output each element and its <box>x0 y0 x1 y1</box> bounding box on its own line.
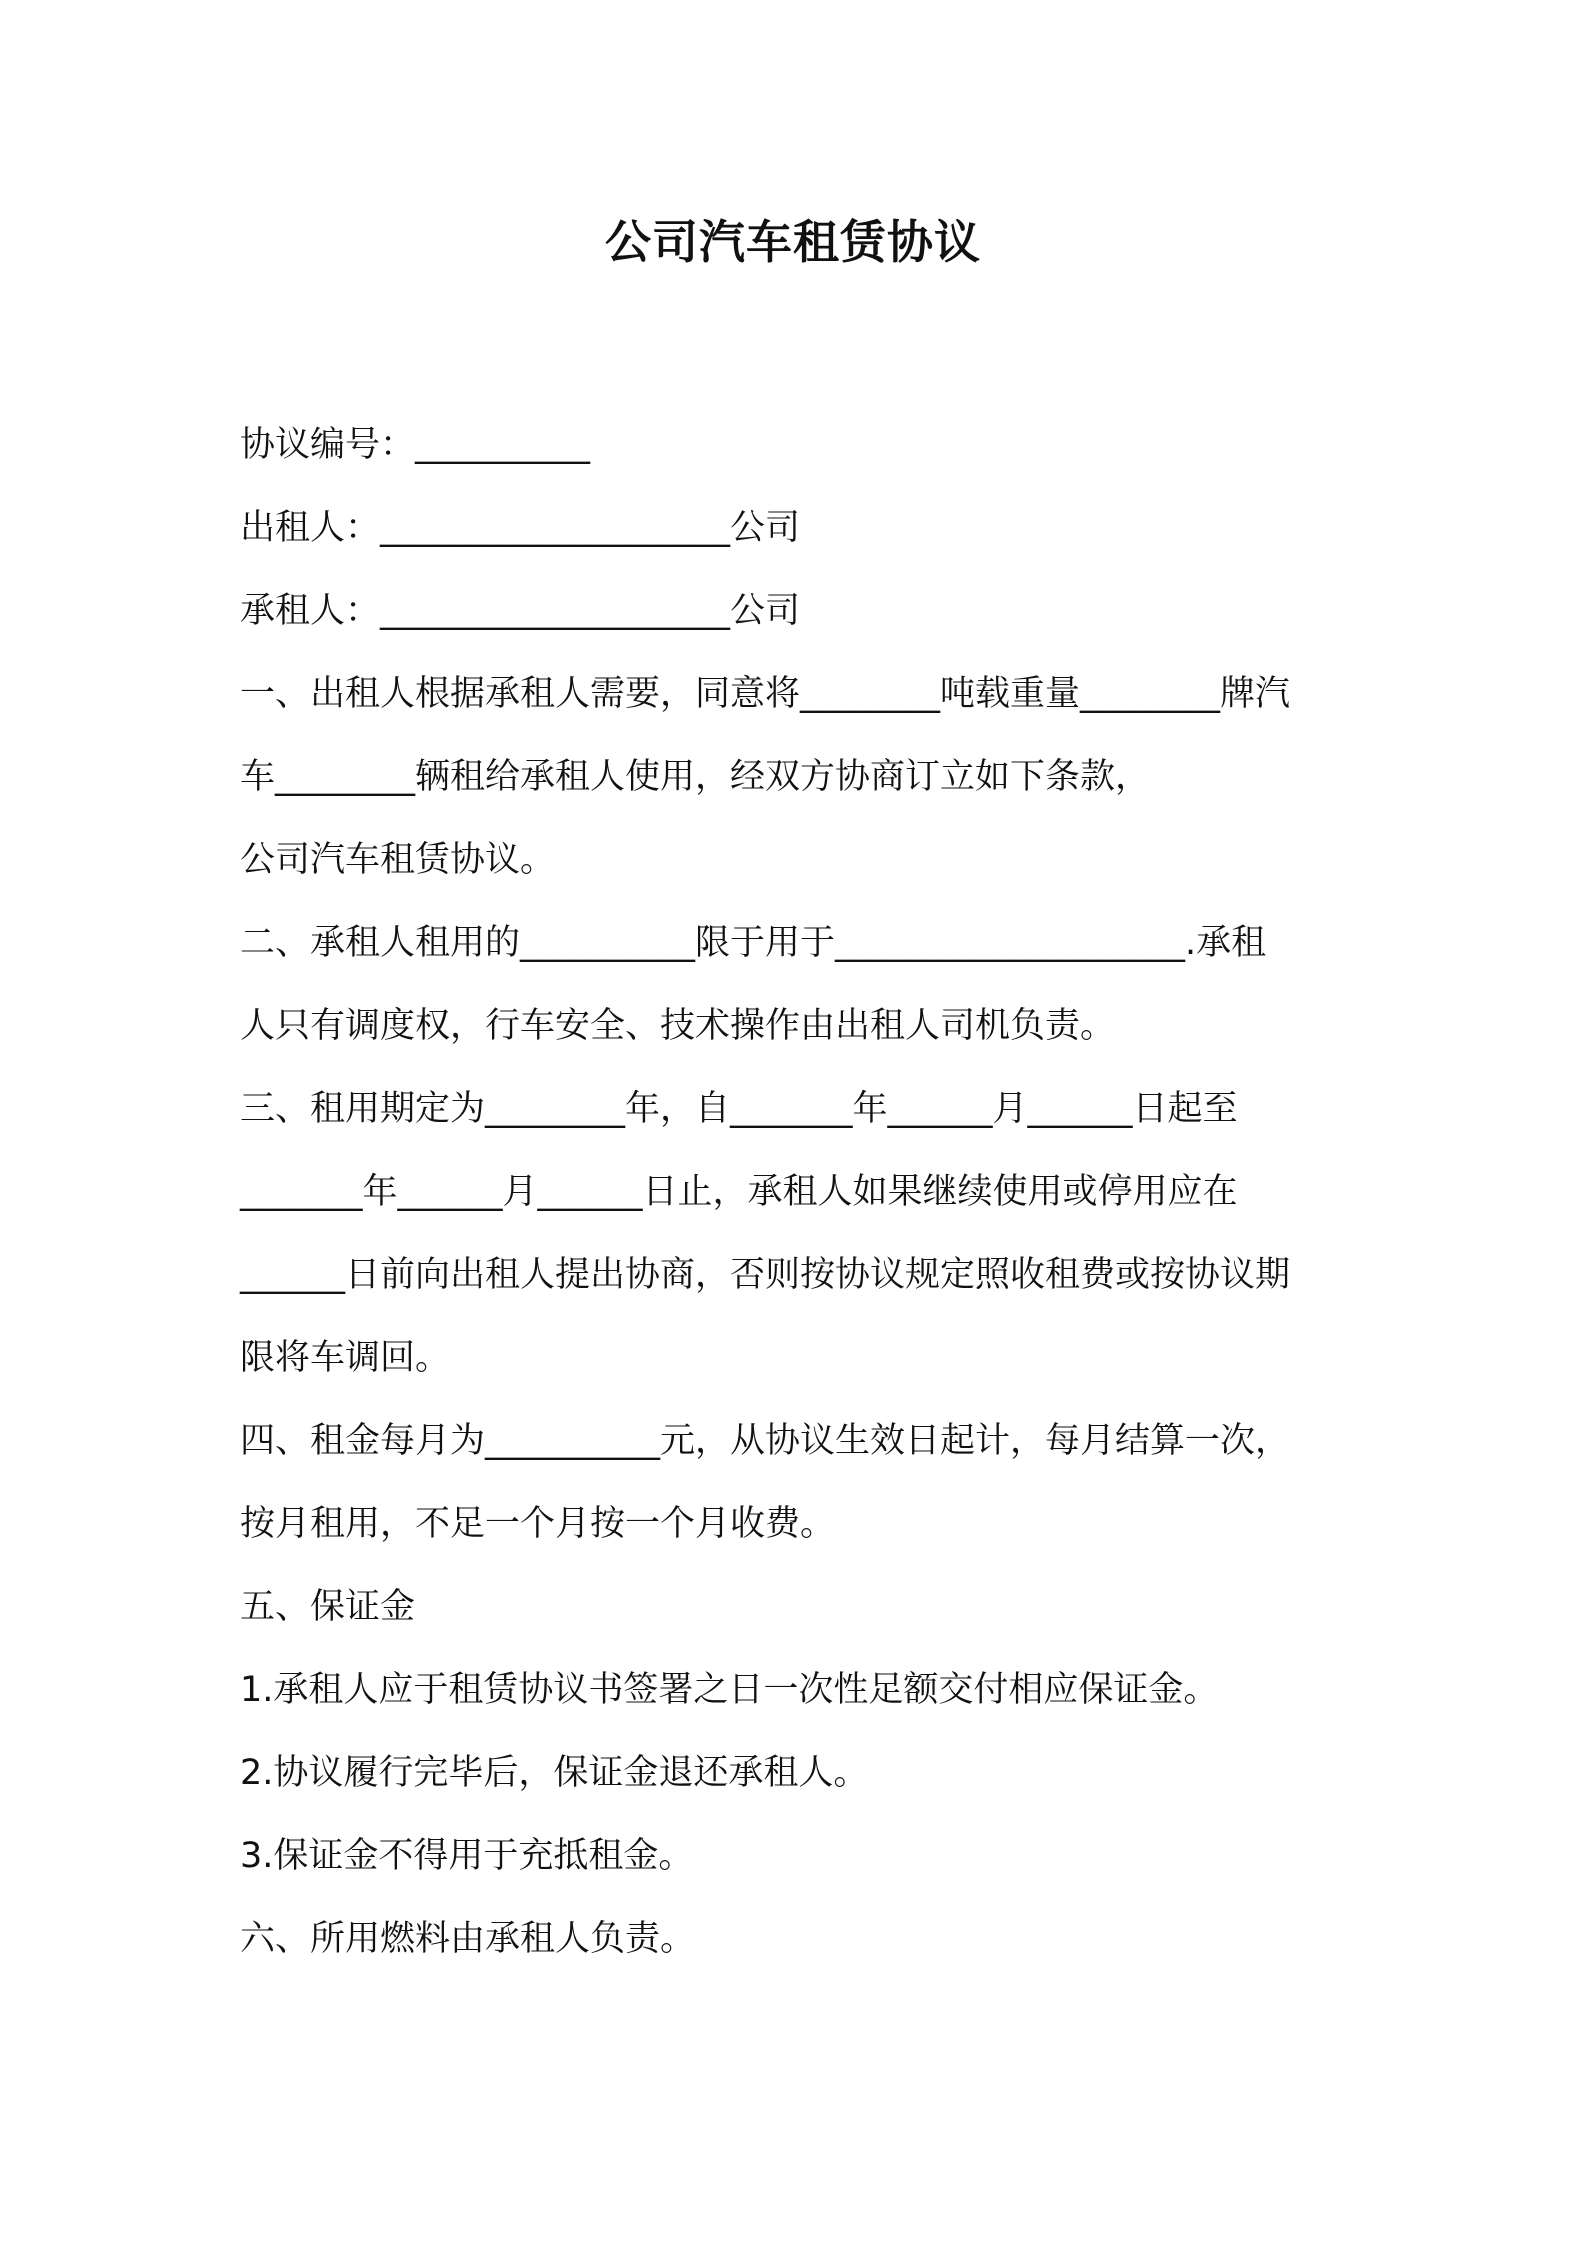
clause-1-line-2: 车________辆租给承租人使用，经双方协商订立如下条款， <box>240 757 1151 797</box>
agreement-number-line: 协议编号：__________ <box>240 425 591 465</box>
clause-5-item-2: 2.协议履行完毕后，保证金退还承租人。 <box>240 1753 869 1793</box>
clause-2-line-1: 二、承租人租用的__________限于用于____________________.承租 <box>240 923 1267 963</box>
lessor-line: 出租人：____________________公司 <box>240 508 801 548</box>
clause-4-line-2: 按月租用，不足一个月按一个月收费。 <box>240 1504 836 1544</box>
clause-1-line-1: 一、出租人根据承租人需要，同意将________吨载重量________牌汽 <box>240 674 1291 714</box>
lessee-line: 承租人：____________________公司 <box>240 591 801 631</box>
clause-2-line-2: 人只有调度权，行车安全、技术操作由出租人司机负责。 <box>240 1006 1116 1046</box>
clause-5-heading: 五、保证金 <box>240 1587 416 1627</box>
clause-3-line-2: _______年______月______日止，承租人如果继续使用或停用应在 <box>240 1172 1238 1212</box>
document-title: 公司汽车租赁协议 <box>605 215 981 269</box>
clause-3-line-4: 限将车调回。 <box>240 1338 451 1378</box>
clause-5-item-1: 1.承租人应于租赁协议书签署之日一次性足额交付相应保证金。 <box>240 1670 1219 1710</box>
clause-3-line-1: 三、租用期定为________年，自_______年______月______日起至 <box>240 1089 1238 1129</box>
clause-6-line: 六、所用燃料由承租人负责。 <box>240 1919 696 1959</box>
clause-4-line-1: 四、租金每月为__________元，从协议生效日起计，每月结算一次， <box>240 1421 1291 1461</box>
clause-5-item-3: 3.保证金不得用于充抵租金。 <box>240 1836 694 1876</box>
clause-3-line-3: ______日前向出租人提出协商，否则按协议规定照收租费或按协议期 <box>240 1255 1291 1295</box>
document-body <box>240 404 1370 1981</box>
clause-1-line-3: 公司汽车租赁协议。 <box>240 840 556 880</box>
